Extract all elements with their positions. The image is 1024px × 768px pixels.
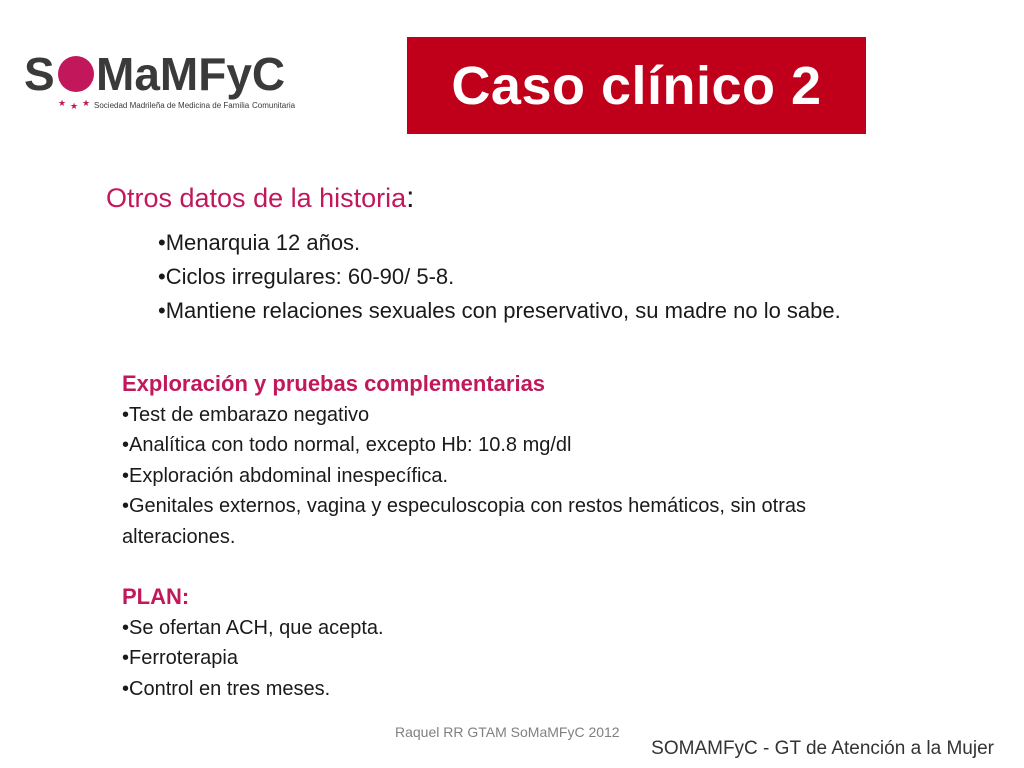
logo-wordmark: MaMFyC (96, 48, 286, 100)
footer-author: Raquel RR GTAM SoMaMFyC 2012 (395, 724, 620, 740)
svg-text:★: ★ (58, 99, 67, 109)
list-item: •Menarquia 12 años. (158, 230, 361, 255)
svg-text:★: ★ (82, 99, 91, 109)
history-heading-text: Otros datos de la historia (106, 183, 407, 213)
history-heading-colon: : (406, 181, 415, 214)
svg-text:★: ★ (70, 102, 79, 112)
history-heading (106, 181, 415, 215)
plan-list (122, 613, 922, 705)
list-item: •Genitales externos, vagina y especuloscopia con restos hemáticos, sin otras alteraciones. (122, 495, 807, 548)
logo-subtitle-right: Comunitaria (252, 101, 296, 110)
list-item: •Mantiene relaciones sexuales con preservativo, su madre no lo sabe. (158, 298, 841, 323)
exploration-heading: Exploración y pruebas complementarias (122, 371, 546, 396)
list-item: •Se ofertan ACH, que acepta. (122, 616, 384, 639)
logo-graphic (24, 46, 324, 116)
plan-heading: PLAN: (122, 584, 190, 609)
logo-circle (58, 56, 94, 92)
list-item: •Ferroterapia (122, 647, 238, 669)
title-banner (407, 37, 866, 134)
exploration-section (122, 369, 922, 704)
list-item: •Control en tres meses. (122, 677, 331, 700)
list-item: •Analítica con todo normal, excepto Hb: 10.8 mg/dl (122, 434, 572, 456)
logo-letter-s: S (24, 48, 55, 100)
logo-stars (58, 99, 90, 112)
list-item: •Ciclos irregulares: 60-90/ 5-8. (158, 264, 455, 289)
exploration-list (122, 400, 922, 553)
list-item: •Test de embarazo negativo (122, 403, 370, 426)
history-list (158, 226, 841, 328)
somamfyc-logo (24, 46, 324, 116)
list-item: •Exploración abdominal inespecífica. (122, 464, 449, 487)
footer-organization: SOMAMFyC - GT de Atención a la Mujer (651, 738, 994, 759)
logo-subtitle-left: Sociedad Madrileña de Medicina de Familia (94, 101, 250, 110)
page-title: Caso clínico 2 (451, 55, 822, 116)
